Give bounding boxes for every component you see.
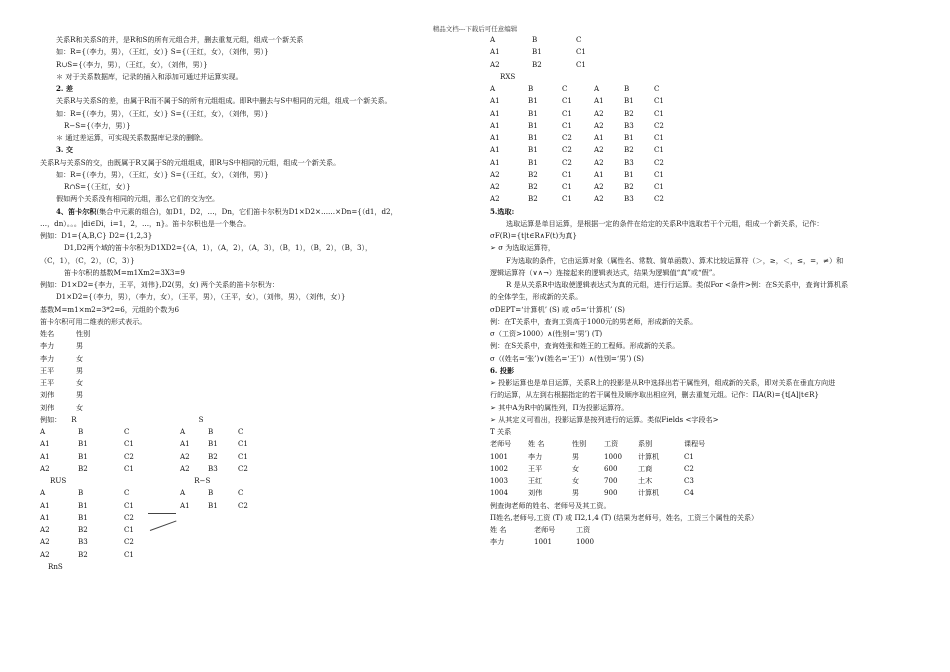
table-cell: B3: [624, 120, 634, 130]
table-cell: 王平: [40, 378, 55, 387]
cartesian-heading: 4、笛卡尔积: [56, 206, 97, 216]
table-header-cell: A: [490, 35, 496, 44]
rs-example-labels: [40, 414, 480, 426]
table-cell: B2: [624, 182, 634, 191]
table-cell: A1: [594, 133, 604, 142]
table-row: [40, 365, 480, 377]
table-cell: C1: [562, 169, 572, 179]
table-cell: B1: [78, 451, 88, 461]
table-cell: 1000: [604, 451, 623, 461]
table-cell: C2: [124, 451, 134, 461]
rns-label: RnS: [48, 561, 63, 571]
teacher-table: [490, 438, 915, 499]
table-cell: C2: [124, 537, 134, 547]
table-header-cell: C: [238, 488, 244, 498]
table-cell: C2: [124, 512, 134, 522]
s-label: S: [198, 414, 204, 424]
table-cell: A1: [40, 451, 50, 461]
table-cell: B1: [208, 500, 218, 510]
table-cell: 王平: [40, 365, 55, 375]
table-cell: A2: [490, 169, 500, 179]
table-cell: B1: [624, 133, 634, 142]
table-header-cell: A: [180, 488, 186, 498]
right-column: [490, 34, 915, 549]
table-cell: A1: [490, 47, 500, 57]
table-cell: C2: [654, 194, 664, 204]
table-cell: A1: [594, 96, 604, 106]
selection-example-3-formula: σ（(姓名=‘张’)∨(姓名=‘王’)）∧(性别=‘男’) (S): [490, 353, 644, 363]
intersection-example: 如：R={（李力，男），（王红，女）} S={（王红，女），（刘伟，男）}: [56, 169, 269, 179]
table-header-cell: 性别: [76, 329, 91, 338]
difference-heading: 2. 差: [56, 84, 73, 93]
cartesian-example-1: 例如：D1={A,B,C} D2={1,2,3}: [40, 231, 153, 240]
table-cell: 李力: [40, 341, 55, 351]
selection-bullet-3: 逻辑运算符（∨∧¬）连接起来的逻辑表达式，结果为逻辑值“真”或“假”。: [490, 267, 720, 277]
table-cell: A1: [40, 439, 50, 449]
table-header-cell: B: [78, 427, 84, 436]
table-cell: 计算机: [638, 488, 660, 498]
selection-example-1: σDEPT=‘计算机’ (S) 或 σ5=‘计算机’ (S): [490, 304, 625, 314]
table-header-row: [40, 426, 180, 438]
selection-bullet-5: 的全体学生，形成新的关系。: [490, 292, 583, 302]
table-header-cell: 老师号: [534, 525, 556, 534]
table-header-row: [40, 487, 180, 499]
table-row: [490, 108, 915, 120]
table-row: [490, 46, 915, 58]
table-cell: C2: [562, 145, 572, 155]
table-cell: A2: [40, 463, 50, 473]
cartesian-example-2d: 笛卡尔积可用二维表的形式表示。: [40, 316, 147, 326]
table-cell: A1: [490, 133, 500, 142]
table-cell: 1004: [490, 488, 509, 498]
table-row: [490, 95, 915, 107]
table-cell: C1: [562, 120, 572, 130]
table-cell: B3: [624, 157, 634, 167]
table-header-cell: B: [624, 84, 630, 93]
table-header-cell: C: [124, 488, 130, 498]
table-cell: C1: [562, 96, 572, 106]
table-cell: C2: [562, 157, 572, 167]
table-header-row: [180, 487, 268, 499]
table-header-cell: 姓 名: [490, 525, 507, 534]
table-cell: C1: [124, 500, 134, 510]
table-cell: 王平: [528, 463, 543, 473]
r-table: [40, 426, 180, 475]
table-cell: B1: [624, 169, 634, 179]
table-row: [490, 463, 915, 475]
table-row: [490, 451, 915, 463]
table-cell: A2: [180, 463, 190, 473]
table-cell: B1: [78, 512, 88, 522]
table-cell: A2: [594, 108, 604, 118]
top-abc-table: [490, 34, 915, 71]
cartesian-intro-text: (集合中元素的组合)，如D1，D2，…，Dn，它们笛卡尔积为D1×D2×……×Dn={（d1，d2，: [96, 206, 398, 216]
table-header-cell: A: [180, 427, 186, 436]
table-cell: A1: [594, 169, 604, 179]
table-cell: C1: [124, 439, 134, 449]
difference-intro: 关系R与关系S的差，由属于R而不属于S的所有元组组成。即R中删去与S中相同的元组，组成一个新关系。: [56, 96, 392, 106]
table-header-cell: C: [654, 84, 660, 93]
table-cell: C2: [238, 463, 248, 473]
table-cell: 计算机: [638, 451, 660, 461]
table-cell: C3: [684, 476, 694, 485]
table-cell: C1: [562, 108, 572, 118]
table-row: [490, 193, 915, 205]
selection-formula: σF(R)={t|t∈R∧F(t)为真}: [490, 231, 577, 240]
table-row: [490, 120, 915, 132]
table-cell: 男: [76, 341, 84, 351]
table-cell: 700: [604, 476, 618, 485]
table-cell: 李力: [528, 451, 543, 461]
table-row: [490, 181, 915, 193]
table-cell: 1002: [490, 463, 509, 473]
projection-formula: Π姓名,老师号,工资 (T) 或 Π2,1,4 (T) (结果为老师号，姓名，工资三个属性的关系）: [490, 512, 759, 522]
table-header-cell: A: [40, 427, 46, 436]
table-header-cell: 姓名: [40, 329, 55, 338]
union-result: R∪S={（李力，男），（王红，女），（刘伟，男）}: [56, 59, 208, 69]
union-note: ＊ 对于关系数据库，记录的插入和添加可通过并运算实现。: [56, 71, 243, 81]
table-header-cell: A: [490, 84, 496, 93]
table-cell: A1: [40, 500, 50, 510]
table-cell: 王红: [528, 476, 543, 485]
table-cell: 工商: [638, 463, 653, 473]
table-header-row: [490, 83, 915, 95]
table-row: [40, 340, 480, 352]
intersection-note: 假如两个关系没有相同的元组，那么它们的交为空。: [56, 194, 220, 204]
table-row: [490, 59, 915, 71]
table-header-cell: A: [40, 488, 46, 498]
table-cell: 1001: [490, 451, 509, 461]
projection-bullet-1: ➢ 投影运算也是单目运算，关系R上的投影是从R中选择出若干属性列，组成新的关系，即对关系在垂直方向进: [490, 378, 836, 387]
rus-table: [40, 487, 180, 561]
table-cell: B1: [528, 108, 538, 118]
table-cell: A2: [594, 182, 604, 191]
table-cell: C1: [654, 96, 664, 106]
table-cell: C2: [562, 133, 572, 142]
intersection-intro: 关系R与关系S的交，由既属于R又属于S的元组组成，即R与S中相同的元组，组成一个新关系。: [40, 157, 341, 167]
selection-bullet-2: F为选取的条件，它由运算对象（属性名、常数、简单函数）、算术比较运算符（＞，≥，＜，≤，=，≠）和: [506, 255, 844, 265]
table-header-cell: C: [562, 84, 568, 93]
table-cell: B1: [624, 96, 634, 106]
s-table: [180, 426, 268, 475]
r-s-connector-line: [148, 513, 176, 514]
cartesian-example-1b: D1,D2两个域的笛卡尔积为D1XD2={（A，1），（A，2），（A，3），（B，1），（B，2），（B，3），: [64, 243, 373, 253]
difference-example: 如：R={（李力，男），（王红，女）} S={（王红，女），（刘伟，男）}: [56, 108, 269, 118]
table-header-cell: 性别: [572, 439, 587, 449]
table-row: [180, 451, 268, 463]
table-cell: 男: [572, 488, 580, 498]
table-cell: 女: [572, 463, 580, 473]
cartesian-example-1d: 笛卡尔积的基数M=m1Xm2=3X3=9: [64, 267, 185, 277]
table-cell: A1: [180, 439, 190, 449]
table-header-cell: C: [238, 427, 244, 436]
table-cell: 刘伟: [40, 390, 55, 400]
table-header-cell: C: [576, 35, 582, 44]
table-cell: A2: [40, 537, 50, 547]
table-row: [40, 353, 480, 365]
table-cell: 土木: [638, 476, 653, 485]
rus-label: RUS: [50, 476, 67, 485]
table-cell: B2: [528, 182, 538, 191]
table-cell: C1: [124, 549, 134, 559]
table-cell: 刘伟: [528, 488, 543, 498]
table-cell: 1000: [576, 537, 595, 547]
table-cell: 900: [604, 488, 618, 498]
table-cell: C1: [654, 182, 664, 191]
table-header-cell: B: [532, 35, 538, 44]
table-cell: 1001: [534, 537, 553, 547]
table-cell: 男: [76, 365, 84, 375]
table-cell: A1: [490, 96, 500, 106]
cartesian-example-2c: 基数M=m1×m2=3*2=6，元组的个数为6: [40, 304, 179, 314]
difference-result: R−S={（李力，男）}: [64, 120, 131, 130]
table-row: [490, 157, 915, 169]
selection-example-3: 例：在S关系中，查询姓张和姓王的工程师。形成新的关系。: [490, 341, 680, 351]
table-header-cell: B: [208, 427, 214, 436]
table-header-cell: B: [208, 488, 214, 498]
table-cell: 600: [604, 463, 618, 473]
table-cell: B3: [624, 194, 634, 204]
table-cell: A2: [490, 194, 500, 204]
table-cell: C1: [654, 145, 664, 155]
difference-note: ＊ 通过差运算，可实现关系数据库记录的删除。: [56, 133, 208, 142]
table-cell: C1: [654, 108, 664, 118]
table-cell: B2: [624, 108, 634, 118]
table-cell: 男: [76, 390, 84, 400]
table-header-row: [490, 34, 915, 46]
table-row: [40, 463, 180, 475]
table-cell: B2: [528, 169, 538, 179]
table-header-cell: 系别: [638, 439, 653, 449]
table-cell: 女: [76, 378, 84, 387]
table-cell: C1: [238, 439, 248, 449]
table-cell: C1: [562, 182, 572, 191]
table-header-cell: 课程号: [684, 439, 706, 449]
table-cell: A1: [490, 145, 500, 155]
table-cell: A2: [594, 145, 604, 155]
table-cell: A1: [180, 500, 190, 510]
table-cell: B2: [208, 451, 218, 461]
table-cell: A2: [40, 525, 50, 534]
cartesian-intro-2: …，dn）。。。|di∈Di，i=1，2，…，n}。笛卡尔积也是一个集合。: [40, 218, 251, 228]
table-cell: C4: [684, 488, 694, 498]
table-cell: B2: [78, 549, 88, 559]
table-cell: B2: [78, 525, 88, 534]
table-cell: B1: [528, 133, 538, 142]
table-header-row: [180, 426, 268, 438]
t-relation-label: T 关系: [490, 427, 512, 436]
table-cell: C2: [238, 500, 248, 510]
table-cell: A2: [490, 59, 500, 69]
table-row: [180, 500, 268, 512]
table-cell: B3: [78, 537, 88, 547]
table-row: [40, 536, 180, 548]
table-header-cell: 工资: [604, 439, 619, 449]
table-header-cell: B: [78, 488, 84, 498]
cartesian-example-2b: D1×D2={（李力，男），（李力，女），（王平，男），（王平，女），（刘伟，男），（刘伟，女）}: [56, 292, 346, 302]
table-cell: 女: [76, 402, 84, 412]
table-header-cell: 工资: [576, 525, 591, 534]
table-cell: B2: [532, 59, 542, 69]
table-cell: A1: [490, 108, 500, 118]
table-row: [180, 438, 268, 450]
table-cell: B2: [624, 145, 634, 155]
table-row: [490, 487, 915, 499]
projection-bullet-1b: 行的运算，从左到右根据指定的若干属性及顺序取出相应列，删去重复元组。记作：ΠA(R)={t[A]|t∈R}: [490, 390, 819, 400]
table-row: [490, 475, 915, 487]
table-cell: B3: [208, 463, 218, 473]
table-cell: C1: [124, 463, 134, 473]
table-header-cell: C: [124, 427, 130, 436]
table-row: [40, 389, 480, 401]
table-cell: B2: [78, 463, 88, 473]
table-cell: A2: [40, 549, 50, 559]
table-row: [490, 132, 915, 144]
rms-table: [180, 487, 268, 561]
table-cell: 李力: [490, 537, 505, 547]
selection-bullet-4: R 是从关系R中选取使逻辑表达式为真的元组，进行行运算。类似For <条件>例：在S关系中，查询计算机系: [506, 280, 849, 289]
table-row: [40, 377, 480, 389]
table-cell: 女: [572, 476, 580, 485]
table-cell: B1: [78, 500, 88, 510]
rxs-label: RXS: [500, 71, 516, 81]
table-row: [490, 144, 915, 156]
table-cell: 男: [572, 451, 580, 461]
selection-intro: 选取运算是单目运算，是根据一定的条件在给定的关系R中选取若干个元组，组成一个新关系，记作：: [506, 218, 824, 228]
table-row: [180, 463, 268, 475]
table-cell: A2: [180, 451, 190, 461]
table-cell: A1: [490, 120, 500, 130]
table-cell: 李力: [40, 353, 55, 363]
table-cell: C1: [238, 451, 248, 461]
table-cell: 刘伟: [40, 402, 55, 412]
table-cell: C1: [684, 451, 694, 461]
r-label: R: [71, 414, 77, 424]
table-cell: A1: [40, 512, 50, 522]
example-label: 例如：: [40, 414, 62, 424]
table-cell: C1: [124, 525, 134, 534]
table-cell: B2: [528, 194, 538, 204]
table-cell: C2: [684, 463, 694, 473]
table-header-cell: 老师号: [490, 439, 512, 449]
union-example: 如：R={（李力，男），（王红，女）} S={（王红，女），（刘伟，男）}: [56, 47, 269, 57]
table-cell: C1: [654, 133, 664, 142]
table-cell: B1: [528, 96, 538, 106]
table-cell: 女: [76, 353, 84, 363]
selection-heading: 5.选取:: [490, 206, 515, 216]
table-cell: B1: [528, 157, 538, 167]
table-cell: C1: [654, 169, 664, 179]
cartesian-intro: [40, 206, 480, 218]
projection-query: 例查询老师的姓名、老师号及其工资。: [490, 500, 611, 510]
left-column: [40, 34, 480, 573]
union-intro: 关系R和关系S的并，是R和S的所有元组合并，删去重复元组，组成一个新关系: [56, 35, 304, 44]
selection-bullet-1: ➢ σ 为选取运算符，: [490, 243, 555, 253]
table-row: [40, 438, 180, 450]
page-header: 精品文档---下载后可任意编辑: [432, 25, 518, 33]
table-header-row: [490, 438, 915, 450]
table-cell: B1: [532, 47, 542, 57]
table-header-cell: A: [594, 84, 600, 93]
table-cell: C1: [576, 59, 586, 69]
table-cell: B1: [528, 145, 538, 155]
cartesian-example-1c: （C，1），（C，2），（C，3）}: [40, 255, 135, 265]
table-row: [40, 549, 180, 561]
table-row: [40, 451, 180, 463]
rs-tables-row: [40, 426, 480, 475]
table-cell: 1003: [490, 476, 509, 485]
table-cell: B1: [528, 120, 538, 130]
cartesian-example-2: 例如：D1×D2={李力，王平，刘伟},D2(男，女) 两个关系的笛卡尔积为：: [40, 280, 279, 289]
projection-bullet-2: ➢ 其中A为R中的属性列，Π为投影运算符。: [490, 402, 629, 412]
table-row: [490, 536, 915, 548]
table-cell: A2: [594, 157, 604, 167]
table-header-cell: B: [528, 84, 534, 93]
table-cell: A2: [594, 194, 604, 204]
selection-example-2-formula: σ（工资>1000）∧(性别=‘男’) (T): [490, 329, 603, 338]
table-row: [40, 402, 480, 414]
projection-heading: 6. 投影: [490, 365, 515, 375]
table-cell: A1: [490, 157, 500, 167]
table-cell: C1: [576, 47, 586, 57]
table-header-row: [40, 328, 480, 340]
table-row: [40, 500, 180, 512]
selection-example-2: 例：在T关系中，查询工资高于1000元的男老师，形成新的关系。: [490, 316, 698, 326]
rxs-table: [490, 83, 915, 206]
rus-label-row: [40, 475, 480, 487]
table-cell: B1: [78, 439, 88, 449]
intersection-heading: 3. 交: [56, 145, 73, 155]
table-cell: A2: [490, 182, 500, 191]
table-header-row: [490, 524, 915, 536]
projection-bullet-3: ➢ 从其定义可看出，投影运算是按列进行的运算。类似Fields <字段名>: [490, 414, 719, 424]
table-cell: A2: [594, 120, 604, 130]
table-header-cell: 姓 名: [528, 439, 545, 449]
rus-rms-tables-row: [40, 487, 480, 561]
table-cell: C2: [654, 157, 664, 167]
projection-result-table: [490, 524, 915, 549]
table-row: [490, 169, 915, 181]
table-cell: C1: [562, 194, 572, 204]
table-cell: C2: [654, 120, 664, 130]
intersection-result: R∩S={（王红，女）}: [64, 182, 131, 191]
rms-label: R−S: [194, 476, 211, 485]
table-cell: B1: [208, 439, 218, 449]
name-gender-table: [40, 328, 480, 414]
